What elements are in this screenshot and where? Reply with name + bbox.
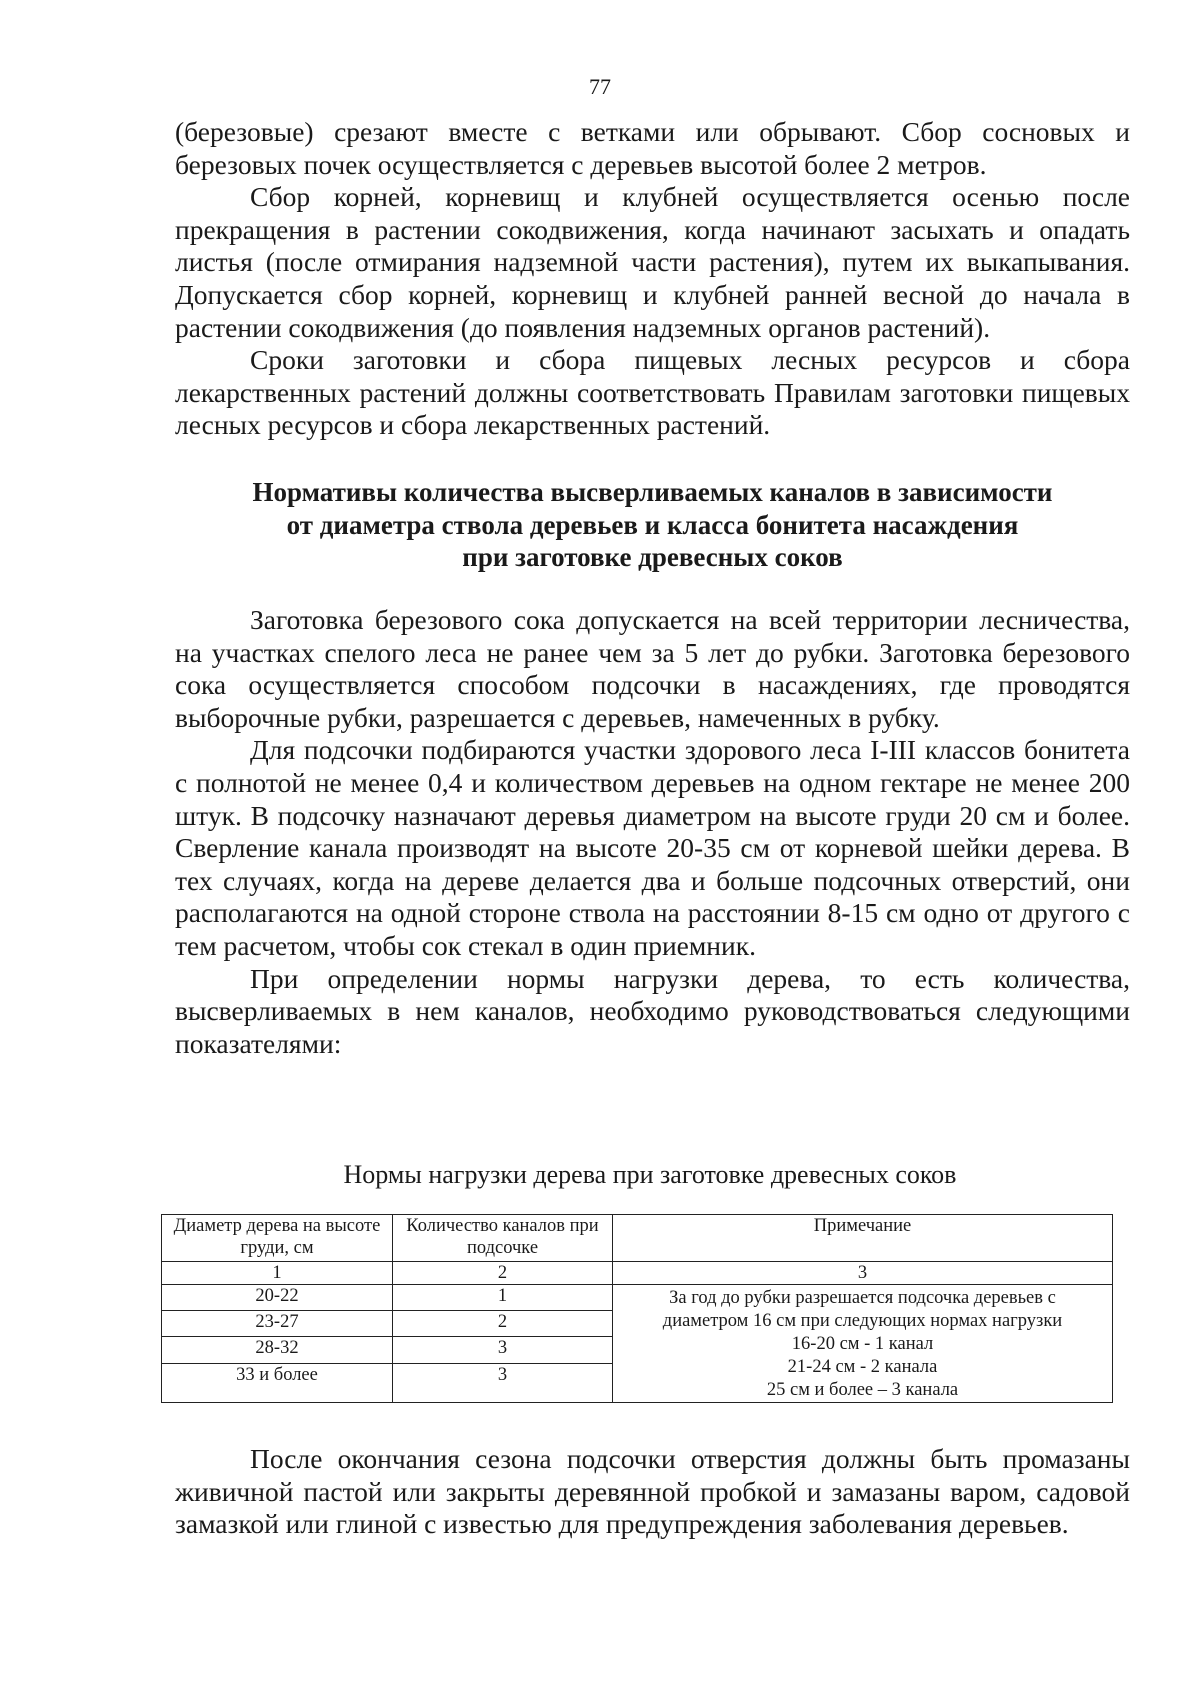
note-line: диаметром 16 см при следующих нормах нагрузки	[662, 1311, 1063, 1331]
page-number: 77	[589, 74, 611, 99]
channels-cell: 2	[393, 1311, 613, 1337]
header-cell: Примечание	[613, 1215, 1113, 1262]
heading-line: при заготовке древесных соков	[462, 542, 843, 572]
section-heading	[175, 476, 1130, 574]
table-row	[162, 1285, 1113, 1311]
heading-line: Нормативы количества высверливаемых каналов в зависимости	[252, 477, 1053, 507]
heading-line: от диаметра ствола деревьев и класса бонитета насаждения	[286, 509, 1019, 540]
table-header-row	[162, 1215, 1113, 1262]
table-caption: Нормы нагрузки дерева при заготовке древесных соков	[343, 1160, 957, 1189]
channels-cell: 3	[393, 1363, 613, 1402]
paragraph: Сбор корней, корневищ и клубней осуществляется осенью после прекращения в растении сокодвижения, когда начинают засыхать и опадать листья (после отмирания надземной части растения), путем их выкапывания. Допускается сбор корней, корневищ и клубней ранней весной до начала в растении сокодвижения (до появления надземных органов растений).	[175, 181, 1130, 343]
diameter-cell: 23-27	[162, 1311, 393, 1337]
body-text-bottom	[175, 1443, 1130, 1541]
diameter-cell: 20-22	[162, 1285, 393, 1311]
note-line: 25 см и более – 3 канала	[766, 1380, 959, 1400]
paragraph: (березовые) срезают вместе с ветками или обрывают. Сбор сосновых и березовых почек осуществляется с деревьев высотой более 2 метров.	[175, 116, 1130, 180]
column-number: 3	[613, 1262, 1113, 1285]
note-line: 16-20 см - 1 канал	[791, 1334, 934, 1354]
column-number: 1	[162, 1262, 393, 1285]
note-cell	[613, 1285, 1113, 1403]
paragraph: Для подсочки подбираются участки здорового леса I-III классов бонитета с полнотой не менее 0,4 и количеством деревьев на одном гектаре не менее 200 штук. В подсочку назначают деревья диаметром на высоте груди 20 см и более. Сверление канала производят на высоте 20-35 см от корневой шейки дерева. В тех случаях, когда на дереве делается два и больше подсочных отверстий, они располагаются на одной стороне ствола на расстоянии 8-15 см одно от другого с тем расчетом, чтобы сок стекал в один приемник.	[175, 734, 1130, 961]
paragraph: Сроки заготовки и сбора пищевых лесных ресурсов и сбора лекарственных растений должны соответствовать Правилам заготовки пищевых лесных ресурсов и сбора лекарственных растений.	[175, 344, 1130, 441]
load-norms-table	[161, 1214, 1113, 1403]
body-text-top	[175, 116, 1130, 442]
note-line: За год до рубки разрешается подсочка деревьев с	[669, 1288, 1056, 1308]
header-cell: Количество каналов при подсочке	[393, 1215, 613, 1262]
paragraph: При определении нормы нагрузки дерева, то есть количества, высверливаемых в нем каналов, необходимо руководствоваться следующими показателями:	[175, 962, 1130, 1059]
column-number-row	[162, 1262, 1113, 1285]
header-cell: Диаметр дерева на высоте груди, см	[162, 1215, 393, 1262]
column-number: 2	[393, 1262, 613, 1285]
body-text-middle	[175, 604, 1130, 1060]
paragraph: После окончания сезона подсочки отверстия должны быть промазаны живичной пастой или закрыты деревянной пробкой и замазаны варом, садовой замазкой или глиной с известью для предупреждения заболевания деревьев.	[175, 1443, 1130, 1540]
channels-cell: 3	[393, 1337, 613, 1363]
diameter-cell: 33 и более	[162, 1363, 393, 1402]
note-line: 21-24 см - 2 канала	[787, 1357, 938, 1377]
diameter-cell: 28-32	[162, 1337, 393, 1363]
paragraph: Заготовка березового сока допускается на всей территории лесничества, на участках спелого леса не ранее чем за 5 лет до рубки. Заготовка березового сока осуществляется способом подсочки в насаждениях, где проводятся выборочные рубки, разрешается с деревьев, намеченных в рубку.	[175, 604, 1130, 733]
channels-cell: 1	[393, 1285, 613, 1311]
